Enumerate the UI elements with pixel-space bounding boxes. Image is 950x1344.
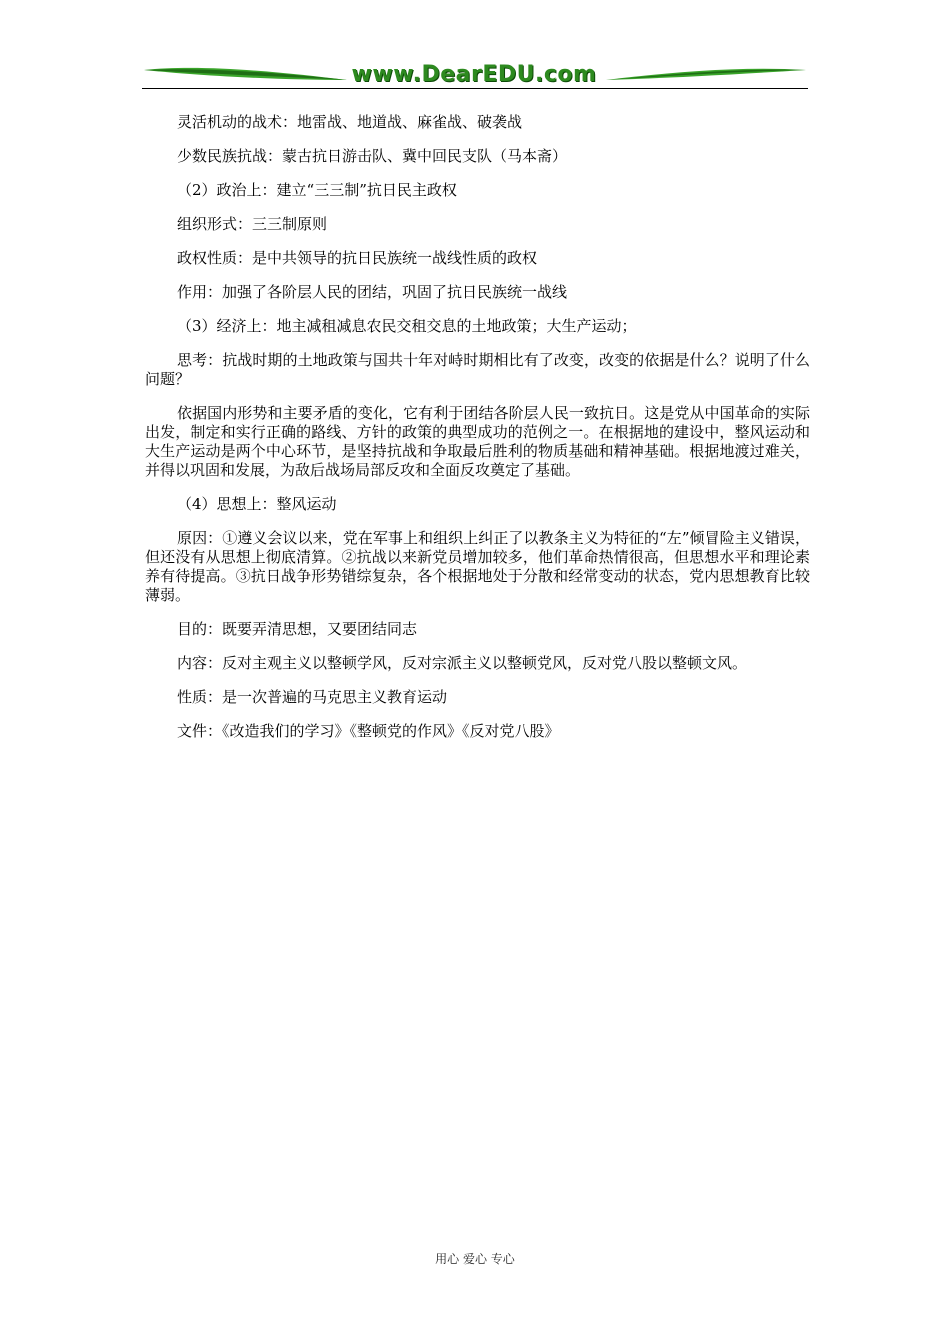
paragraph: 政权性质：是中共领导的抗日民族统一战线性质的政权 bbox=[177, 249, 538, 267]
paragraph: 思考：抗战时期的土地政策与国共十年对峙时期相比有了改变，改变的依据是什么？说明了什么问题？ bbox=[145, 351, 810, 388]
document-body bbox=[145, 113, 810, 756]
paragraph: 少数民族抗战：蒙古抗日游击队、冀中回民支队（马本斋） bbox=[177, 147, 568, 165]
paragraph: 依据国内形势和主要矛盾的变化，它有利于团结各阶层人民一致抗日。这是党从中国革命的实际出发，制定和实行正确的路线、方针的政策的典型成功的范例之一。在根据地的建设中，整风运动和大生产运动是两个中心环节，是坚持抗战和争取最后胜利的物质基础和精神基础。根据地渡过难关，并得以巩固和发展，为敌后战场局部反攻和全面反攻奠定了基础。 bbox=[145, 404, 810, 479]
paragraph: 作用：加强了各阶层人民的团结，巩固了抗日民族统一战线 bbox=[177, 283, 568, 301]
paragraph: 文件：《改造我们的学习》《整顿党的作风》《反对党八股》 bbox=[177, 722, 560, 740]
paragraph: （2）政治上：建立“三三制”抗日民主政权 bbox=[177, 181, 457, 199]
paragraph: 性质：是一次普遍的马克思主义教育运动 bbox=[177, 688, 448, 706]
site-header bbox=[142, 58, 808, 92]
paragraph: 目的：既要弄清思想，又要团结同志 bbox=[177, 620, 418, 638]
paragraph: （3）经济上：地主减租减息农民交租交息的土地政策；大生产运动； bbox=[177, 317, 637, 335]
header-divider bbox=[142, 88, 808, 89]
paragraph: （4）思想上：整风运动 bbox=[177, 495, 337, 513]
paragraph: 原因：①遵义会议以来，党在军事上和组织上纠正了以教条主义为特征的“左”倾冒险主义错误，但还没有从思想上彻底清算。②抗战以来新党员增加较多，他们革命热情很高，但思想水平和理论素养有待提高。③抗日战争形势错综复杂，各个根据地处于分散和经常变动的状态，党内思想教育比较薄弱。 bbox=[145, 529, 810, 604]
paragraph: 内容：反对主观主义以整顿学风，反对宗派主义以整顿党风，反对党八股以整顿文风。 bbox=[177, 654, 748, 672]
brand-logo-text: www.DearEDU.com bbox=[351, 62, 597, 87]
page-footer: 用心 爱心 专心 bbox=[435, 1252, 515, 1266]
paragraph: 组织形式：三三制原则 bbox=[177, 215, 328, 233]
paragraph: 灵活机动的战术：地雷战、地道战、麻雀战、破袭战 bbox=[177, 113, 523, 131]
